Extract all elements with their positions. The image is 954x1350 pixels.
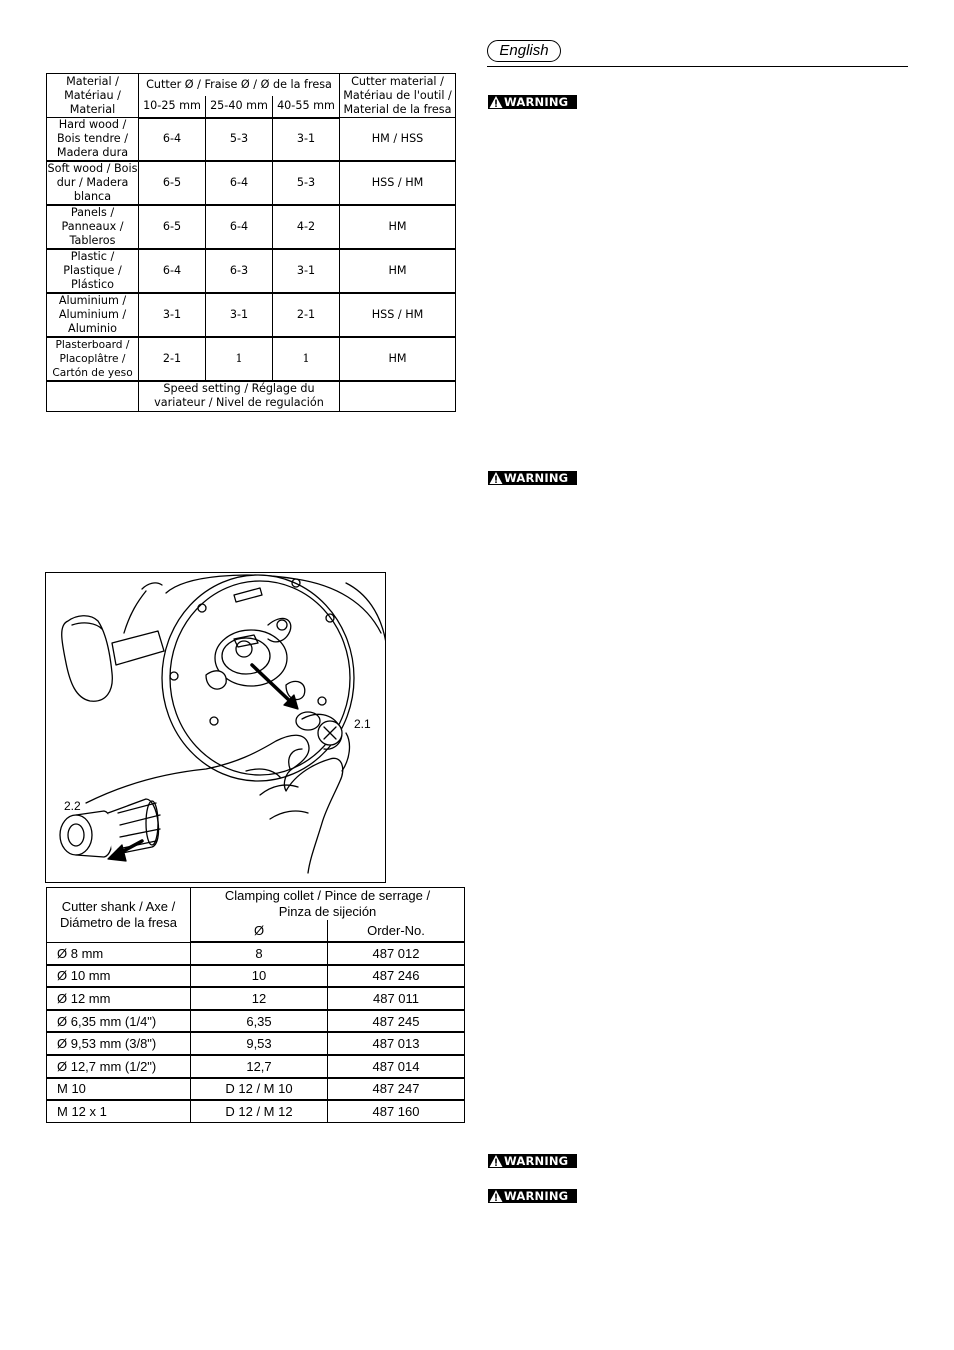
table-row	[47, 161, 456, 205]
cutter-material-cell: HM	[340, 337, 456, 381]
cutter-material-cell: HM	[340, 249, 456, 293]
speed-cell: 3-1	[273, 249, 340, 293]
shank-cell: Ø 6,35 mm (1/4")	[47, 1010, 191, 1033]
header-material: Material / Matériau / Material	[47, 74, 139, 118]
speed-cell: 2-1	[273, 293, 340, 337]
table-row	[47, 987, 465, 1010]
order-no-cell: 487 014	[328, 1055, 465, 1078]
speed-cell: 3-1	[273, 118, 340, 162]
order-no-cell: 487 247	[328, 1078, 465, 1101]
range-10-25: 10-25 mm	[139, 96, 206, 118]
table-row	[47, 1078, 465, 1101]
speed-cell: 3-1	[206, 293, 273, 337]
header-cutter-diameter: Cutter Ø / Fraise Ø / Ø de la fresa	[139, 74, 340, 96]
speed-cell: 6-3	[206, 249, 273, 293]
speed-cell: 6-4	[206, 161, 273, 205]
order-no-cell: 487 012	[328, 942, 465, 965]
order-no-cell: 487 246	[328, 965, 465, 988]
speed-cell: 6-5	[139, 205, 206, 249]
speed-cell: 6-5	[139, 161, 206, 205]
shank-cell: Ø 12 mm	[47, 987, 191, 1010]
collet-change-figure	[45, 572, 386, 883]
warning-text: WARNING	[504, 95, 569, 109]
table-row	[47, 293, 456, 337]
order-no-cell: 487 013	[328, 1032, 465, 1055]
warning-badge	[488, 471, 577, 485]
table-row	[47, 965, 465, 988]
shank-cell: Ø 10 mm	[47, 965, 191, 988]
order-no-cell: 487 245	[328, 1010, 465, 1033]
header-cutter-shank: Cutter shank / Axe / Diámetro de la fresa	[47, 888, 191, 943]
speed-cell: 1	[206, 337, 273, 381]
order-no-cell: 487 160	[328, 1100, 465, 1122]
table-row	[47, 1032, 465, 1055]
shank-cell: M 10	[47, 1078, 191, 1101]
header-cutter-material: Cutter material / Matériau de l'outil / Material de la fresa	[340, 74, 456, 118]
shank-cell: M 12 x 1	[47, 1100, 191, 1122]
warning-text: WARNING	[504, 1154, 569, 1168]
warning-triangle-icon	[489, 1154, 503, 1168]
cutter-material-cell: HSS / HM	[340, 293, 456, 337]
range-25-40: 25-40 mm	[206, 96, 273, 118]
speed-cell: 4-2	[273, 205, 340, 249]
speed-setting-footer: Speed setting / Réglage du variateur / Nivel de regulación	[139, 381, 340, 411]
cutter-material-cell: HM / HSS	[340, 118, 456, 162]
cutter-material-cell: HSS / HM	[340, 161, 456, 205]
table-row	[47, 1100, 465, 1122]
collet-dia-cell: 10	[191, 965, 328, 988]
table-row	[47, 249, 456, 293]
shank-cell: Ø 12,7 mm (1/2")	[47, 1055, 191, 1078]
warning-triangle-icon	[489, 95, 503, 109]
collet-dia-cell: D 12 / M 10	[191, 1078, 328, 1101]
footer-empty-cell	[47, 381, 139, 411]
collet-dia-cell: 12,7	[191, 1055, 328, 1078]
header-clamping-collet: Clamping collet / Pince de serrage / Pinza de sijeción	[191, 888, 465, 921]
material-cell: Soft wood / Bois dur / Madera blanca	[47, 162, 138, 203]
speed-cell: 5-3	[206, 118, 273, 162]
figure-label-2-1: 2.1	[354, 717, 371, 731]
language-badge: English	[487, 40, 561, 62]
table-row	[47, 118, 456, 162]
range-40-55: 40-55 mm	[273, 96, 340, 118]
shank-cell: Ø 9,53 mm (3/8")	[47, 1032, 191, 1055]
table-row	[47, 205, 456, 249]
header-diameter: Ø	[191, 920, 328, 942]
warning-badge	[488, 1154, 577, 1168]
table-row	[47, 337, 456, 381]
collet-dia-cell: 9,53	[191, 1032, 328, 1055]
collet-dia-cell: 12	[191, 987, 328, 1010]
speed-cell: 5-3	[273, 161, 340, 205]
speed-cell: 6-4	[139, 249, 206, 293]
material-cell: Plasterboard / Placoplâtre / Cartón de yeso	[47, 337, 139, 381]
warning-triangle-icon	[489, 471, 503, 485]
warning-triangle-icon	[489, 1189, 503, 1203]
order-no-cell: 487 011	[328, 987, 465, 1010]
collet-dia-cell: 8	[191, 942, 328, 965]
clamping-collet-table	[46, 887, 465, 1123]
cutter-material-cell: HM	[340, 205, 456, 249]
material-cell: Plastic / Plastique / Plástico	[47, 249, 139, 293]
material-cell: Panels / Panneaux / Tableros	[47, 205, 139, 249]
table-row	[47, 1055, 465, 1078]
speed-setting-table	[46, 73, 456, 412]
footer-empty-cell	[340, 381, 456, 411]
warning-badge	[488, 1189, 577, 1203]
speed-cell: 2-1	[139, 337, 206, 381]
shank-cell: Ø 8 mm	[47, 942, 191, 965]
header-rule	[487, 66, 908, 67]
material-cell: Aluminium / Aluminium / Aluminio	[47, 293, 139, 337]
warning-text: WARNING	[504, 1189, 569, 1203]
table-row	[47, 1010, 465, 1033]
collet-dia-cell: 6,35	[191, 1010, 328, 1033]
speed-cell: 3-1	[139, 293, 206, 337]
header-order-no: Order-No.	[328, 920, 465, 942]
material-cell: Hard wood / Bois tendre / Madera dura	[47, 118, 139, 162]
speed-cell: 6-4	[206, 205, 273, 249]
warning-badge	[488, 95, 577, 109]
warning-text: WARNING	[504, 471, 569, 485]
router-illustration	[46, 573, 386, 883]
table-row	[47, 942, 465, 965]
speed-cell: 1	[273, 337, 340, 381]
speed-cell: 6-4	[139, 118, 206, 162]
collet-dia-cell: D 12 / M 12	[191, 1100, 328, 1122]
figure-label-2-2: 2.2	[64, 799, 81, 813]
